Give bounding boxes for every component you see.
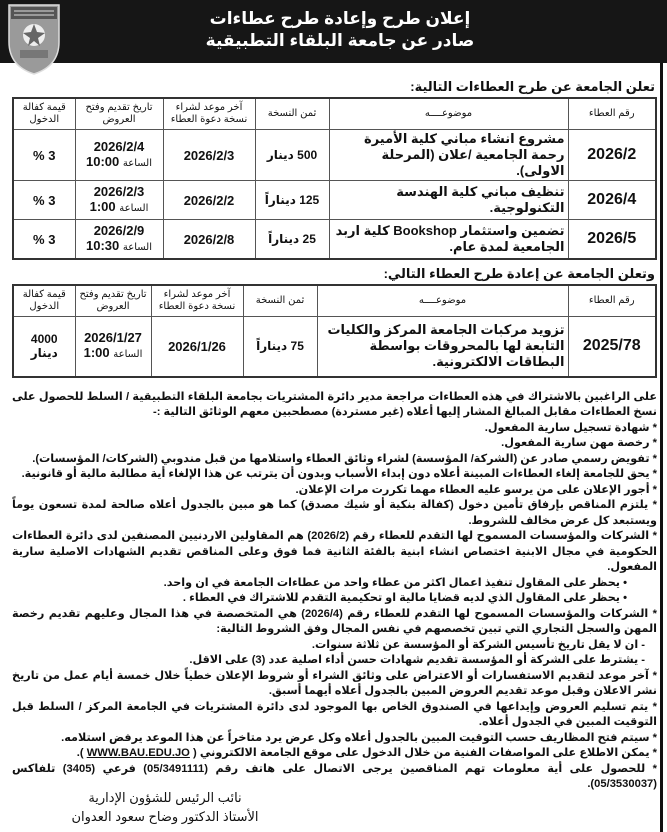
guarantee-value: 3 % — [13, 220, 75, 260]
col-header: ثمن النسخة — [243, 285, 317, 317]
col-header: قيمة كفالة الدخول — [13, 285, 75, 317]
ad-border — [660, 63, 663, 832]
time-label: الساعة — [113, 349, 143, 361]
col-header: موضوعــــه — [317, 285, 568, 317]
opening-date-value: 2026/2/9 — [93, 223, 145, 238]
signature-block — [60, 788, 270, 826]
terms-intro: على الراغبين بالاشتراك في هذه العطاءات مراجعة مدير دائرة المشتريات بجامعة البلقاء التطبيقية / السلط للحصول على نسخ العطاءات مقابل المبالغ المشار إليها أعلاه (غير مستردة) مصطحبين معهم الوثائق التالية :- — [12, 390, 657, 418]
col-header: ثمن النسخة — [255, 98, 329, 130]
header-band — [0, 0, 667, 63]
opening-date — [75, 181, 163, 220]
time-label: الساعة — [122, 242, 152, 253]
copy-price: 25 ديناراً — [255, 220, 329, 260]
col-header: رقم العطاء — [568, 285, 656, 317]
table-row — [13, 317, 656, 377]
term-item-website — [12, 746, 657, 762]
guarantee-value: 4000 دينار — [13, 317, 75, 377]
opening-time: 10:00 — [86, 154, 120, 169]
opening-time: 10:30 — [86, 238, 120, 253]
col-header: آخر موعد لشراء نسخة دعوة العطاء — [151, 285, 243, 317]
copy-price: 125 ديناراً — [255, 181, 329, 220]
section2-intro: وتعلن الجامعة عن إعادة طرح العطاء التالي: — [383, 266, 655, 281]
title-line-1: إعلان طرح وإعادة طرح عطاءات — [209, 9, 471, 28]
table-row — [13, 130, 656, 181]
term-item: * يحق للجامعة إلغاء العطاءات المبينة أعلاه دون إبداء الأسباب وبدون أن يترتب عن هذا الإلغاء أية مطالبة مالية أو قانونية. — [21, 468, 657, 480]
col-header: تاريخ تقديم وفتح العروض — [75, 98, 163, 130]
term-condition: - ان لا يقل تاريخ تأسيس الشركة أو المؤسسة عن ثلاثة سنوات. — [311, 638, 645, 651]
table-header-row — [13, 98, 656, 130]
tender-subject: مشروع انشاء مباني كلية الأميرة رحمة الجامعية /علان (المرحلة الاولى). — [329, 130, 568, 181]
time-label: الساعة — [119, 203, 149, 214]
tender-subject: تضمين واستثمار Bookshop كلية اربد الجامعية لمدة عام. — [329, 220, 568, 260]
opening-date — [75, 220, 163, 260]
page-title — [150, 8, 530, 52]
col-header: رقم العطاء — [568, 98, 656, 130]
tender-number: 2026/5 — [568, 220, 656, 260]
last-purchase-date: 2026/1/26 — [151, 317, 243, 377]
website-link[interactable]: WWW.BAU.EDU.JO — [86, 747, 190, 759]
guarantee-value: 3 % — [13, 181, 75, 220]
table-row — [13, 181, 656, 220]
term-item: * يلتزم المناقص بإرفاق تأمين دخول (كفالة بنكية أو شيك مصدق) كما هو مبين بالجدول أعلاه صالحة لمدة تسعون يوماً ويستبعد كل عرض مخالف للشروط. — [12, 499, 657, 527]
website-text: * يمكن الاطلاع على المواصفات الفنية من خلال الدخول على موقع الجامعة الالكتروني ( — [193, 747, 657, 759]
term-item: * أجور الإعلان على من يرسو عليه العطاء مهما تكررت مرات الإعلان. — [295, 483, 657, 496]
signature-name: الأستاذ الدكتور وضاح سعود العدوان — [71, 809, 259, 824]
tender-number: 2025/78 — [568, 317, 656, 377]
col-header: تاريخ تقديم وفتح العروض — [75, 285, 151, 317]
tender-number: 2026/4 — [568, 181, 656, 220]
guarantee-value: 3 % — [13, 130, 75, 181]
last-purchase-date: 2026/2/2 — [163, 181, 255, 220]
tender-subject: تنظيف مباني كلية الهندسة التكنولوجية. — [329, 181, 568, 220]
last-purchase-date: 2026/2/8 — [163, 220, 255, 260]
opening-time: 1:00 — [89, 199, 116, 214]
term-bullet: • يحظر على المقاول الذي لديه قضايا مالية او تحكيمية التقدم للاشتراك في العطاء . — [182, 592, 627, 604]
term-item: * الشركات والمؤسسات المسموح لها التقدم للعطاء رقم (2026/4) هي المتخصصة في هذا المجال وعليهم تقديم رخصة المهن والسجل التجاري التي تبين تخصصهم في نفس المجال وفق الشروط التالية: — [12, 607, 657, 635]
time-label: الساعة — [122, 158, 152, 169]
term-item: * سيتم فتح المظاريف حسب التوقيت المبين بالجدول أعلاه وكل عرض يرد متاخراً عن هذا الموعد يرفض استلامه. — [61, 731, 657, 744]
tenders-table — [12, 97, 657, 260]
last-purchase-date: 2026/2/3 — [163, 130, 255, 181]
term-item: * الشركات والمؤسسات المسموح لها التقدم للعطاء رقم (2026/2) هم المقاولين الاردنيين المصنفين لدى دائرة العطاءات الحكومية في مجال الابنية اختصاص انشاء ابنية بالفئة الثانية فما فوق وعلى المناقص تقديم الشهادات الاصلية سارية المفعول. — [12, 530, 657, 573]
retender-table — [12, 284, 657, 378]
opening-date — [75, 130, 163, 181]
term-condition: - يشترط على الشركة أو المؤسسة تقديم شهادات حسن أداء اصلية عدد (3) على الاقل. — [189, 654, 645, 666]
tender-number: 2026/2 — [568, 130, 656, 181]
col-header: آخر موعد لشراء نسخة دعوة العطاء — [163, 98, 255, 130]
copy-price: 500 دينار — [255, 130, 329, 181]
term-item: * يتم تسليم العروض وإيداعها في الصندوق الخاص بها الموجود لدى دائرة المشتريات في الجامعة المركز / السلط قبل التوقيت المبين في الجدول أعلاه. — [12, 700, 657, 728]
section1-intro: تعلن الجامعة عن طرح العطاءات التالية: — [410, 79, 655, 94]
term-item: * تفويض رسمي صادر عن (الشركة/ المؤسسة) لشراء وثائق العطاء واستلامها من قبل مندوبي (الشركات/ المؤسسات). — [32, 452, 657, 465]
opening-date-value: 2026/2/4 — [93, 139, 145, 154]
signature-title: نائب الرئيس للشؤون الإدارية — [88, 790, 242, 805]
copy-price: 75 ديناراً — [243, 317, 317, 377]
opening-time: 1:00 — [83, 345, 110, 361]
title-line-2: صادر عن جامعة البلقاء التطبيقية — [205, 31, 475, 50]
tender-subject: تزويد مركبات الجامعة المركز والكليات التابعة لها بالمحروقات بواسطة البطاقات الالكترونية. — [317, 317, 568, 377]
website-text-end: ). — [76, 747, 84, 759]
opening-date-value: 2026/2/3 — [93, 184, 145, 199]
col-header: قيمة كفالة الدخول — [13, 98, 75, 130]
ad-content — [12, 68, 657, 793]
term-item: * شهادة تسجيل سارية المفعول. — [484, 421, 657, 434]
table-row — [13, 220, 656, 260]
term-item: * آخر موعد لتقديم الاستفسارات أو الاعتراض على وثائق الشراء أو شروط الإعلان خطياً خلال خمسة أيام عمل من تاريخ نشر الاعلان وقبل موعد تقديم العروض المبين بالجدول أعلاه أيهما أسبق. — [12, 669, 657, 697]
term-item-contact: * للحصول على أية معلومات تهم المناقصين يرجى الاتصال على هاتف رقم (05/3491111) فرعي (3405) تلفاكس (05/3530037). — [12, 762, 657, 790]
table-header-row — [13, 285, 656, 317]
terms-text — [12, 390, 657, 793]
term-bullet: • يحظر على المقاول تنفيذ اعمال اكثر من عطاء واحد من عطاءات الجامعة في ان واحد. — [163, 576, 627, 589]
university-logo-icon — [6, 2, 62, 76]
opening-date — [75, 317, 151, 377]
opening-date-value: 2026/1/27 — [84, 330, 142, 346]
term-item: * رخصة مهن سارية المفعول. — [501, 437, 657, 449]
col-header: موضوعــــه — [329, 98, 568, 130]
